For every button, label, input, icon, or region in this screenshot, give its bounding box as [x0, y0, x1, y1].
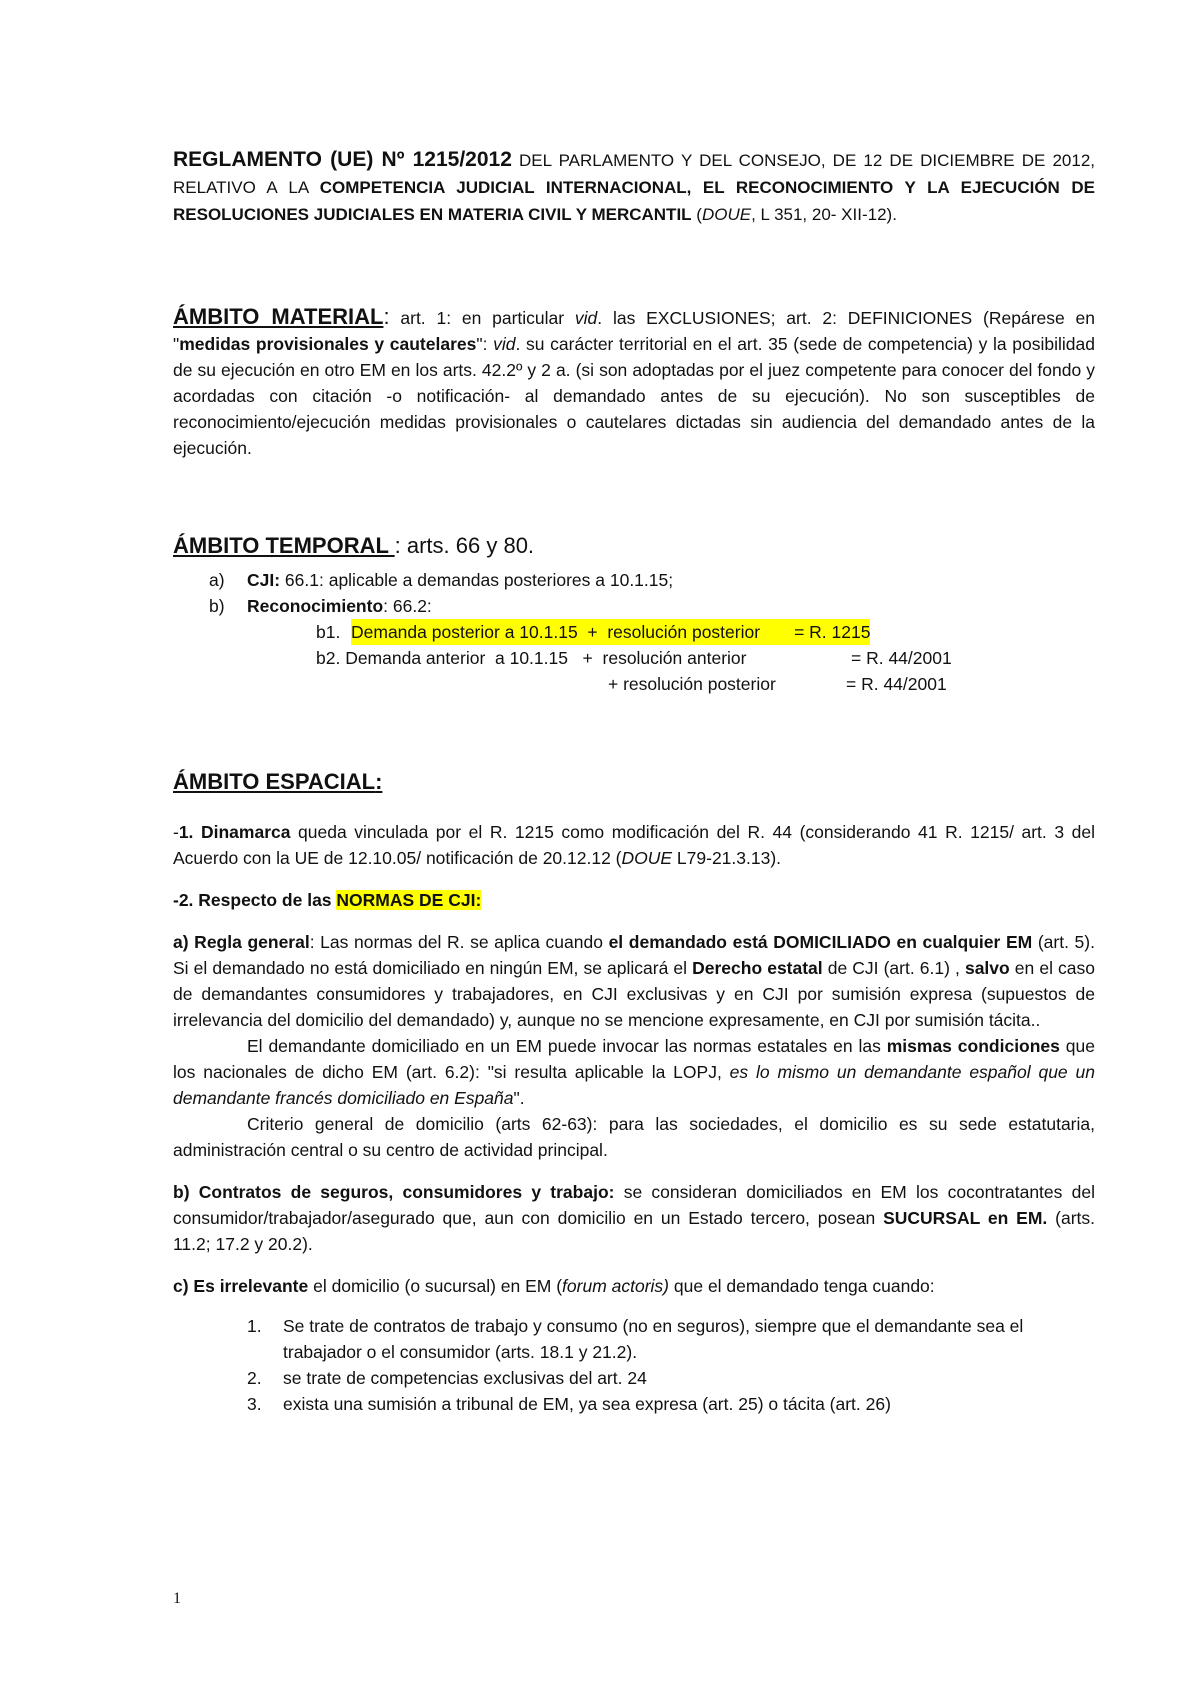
- list-item: 1. Se trate de contratos de trabajo y consumo (no en seguros), siempre que el demandante sea el trabajador o el consumidor (arts. 18.1 y 21.2).: [247, 1316, 1024, 1362]
- reconocimiento-row-b3: + resolución posterior = R. 44/2001: [608, 674, 947, 694]
- contratos-paragraph: b) Contratos de seguros, consumidores y trabajo: se consideran domiciliados en EM los cocontratantes del consumidor/trabajador/asegurado que, aun con domicilio en un Estado tercero, posean SUCURSAL en EM. (arts. 11.2; 17.2 y 20.2).: [173, 1182, 1095, 1254]
- demandante-paragraph: El demandante domiciliado en un EM puede invocar las normas estatales en las mismas condiciones que los nacionales de dicho EM (art. 6.2): "si resulta aplicable la LOPJ, es lo mismo un demandante español que un demandante francés domiciliado en España".: [173, 1036, 1095, 1108]
- normas-cji-heading: -2. Respecto de las NORMAS DE CJI:: [173, 890, 482, 910]
- ambito-espacial-heading: ÁMBITO ESPACIAL:: [173, 769, 383, 794]
- dinamarca-paragraph: -1. Dinamarca queda vinculada por el R. 1215 como modificación del R. 44 (considerando 41 R. 1215/ art. 3 del Acuerdo con la UE de 12.10.05/ notificación de 20.12.12 (DOUE L79-21.3.13).: [173, 822, 1095, 868]
- regulation-number: REGLAMENTO (UE) Nº 1215/2012: [173, 148, 512, 171]
- reconocimiento-row-b1: b1. Demanda posterior a 10.1.15 + resolución posterior = R. 1215: [173, 619, 1095, 645]
- list-item: 3. exista una sumisión a tribunal de EM, ya sea expresa (art. 25) o tácita (art. 26): [247, 1394, 891, 1414]
- criterio-domicilio-paragraph: Criterio general de domicilio (arts 62-63): para las sociedades, el domicilio es su sede estatutaria, administración central o su centro de actividad principal.: [173, 1114, 1095, 1160]
- ambito-material-paragraph: ÁMBITO MATERIAL: art. 1: en particular vid. las EXCLUSIONES; art. 2: DEFINICIONES (Repárese en "medidas provisionales y cautelares": vid. su carácter territorial en el art. 35 (sede de competencia) y la posibilidad de su ejecución en otro EM en los arts. 42.2º y 2 a. (si son adoptadas por el juez competente para conocer del fondo y acordadas con citación -o notificación- al demandado antes de su ejecución). No son susceptibles de reconocimiento/ejecución medidas provisionales o cautelares dictadas sin audiencia del demandado antes de la ejecución.: [173, 304, 1096, 458]
- ambito-material-heading: ÁMBITO MATERIAL: [173, 304, 384, 329]
- list-item: 2. se trate de competencias exclusivas del art. 24: [247, 1368, 647, 1388]
- highlighted-text: Demanda posterior a 10.1.15 + resolución posterior = R. 1215: [351, 619, 870, 645]
- temporal-list: [173, 567, 1095, 619]
- highlighted-text: NORMAS DE CJI:: [336, 890, 482, 910]
- reconocimiento-row-b2: b2. Demanda anterior a 10.1.15 + resolución anterior = R. 44/2001: [316, 648, 952, 668]
- regla-general-paragraph: a) Regla general: Las normas del R. se aplica cuando el demandado está DOMICILIADO en cualquier EM (art. 5). Si el demandado no está domiciliado en ningún EM, se aplicará el Derecho estatal de CJI (art. 6.1) , salvo en el caso de demandantes consumidores y trabajadores, en CJI exclusivas y en CJI por sumisión expresa (supuestos de irrelevancia del domicilio del demandado) y, aunque no se mencione expresamente, en CJI por sumisión tácita..: [173, 932, 1095, 1030]
- document-title: REGLAMENTO (UE) Nº 1215/2012 DEL PARLAMENTO Y DEL CONSEJO, DE 12 DE DICIEMBRE DE 2012, RELATIVO A LA COMPETENCIA JUDICIAL INTERNACIONAL, EL RECONOCIMIENTO Y LA EJECUCIÓN DE RESOLUCIONES JUDICIALES EN MATERIA CIVIL Y MERCANTIL (DOUE, L 351, 20- XII-12).: [173, 148, 1096, 224]
- irrelevante-list: [173, 1313, 1095, 1417]
- document-page: [173, 146, 1095, 1417]
- page-number: 1: [173, 1590, 181, 1607]
- list-item: a) CJI: 66.1: aplicable a demandas posteriores a 10.1.15;: [209, 570, 674, 590]
- irrelevante-paragraph: c) Es irrelevante el domicilio (o sucursal) en EM (forum actoris) que el demandado tenga cuando:: [173, 1276, 935, 1296]
- ambito-temporal-heading: ÁMBITO TEMPORAL : arts. 66 y 80.: [173, 533, 535, 558]
- list-item: b) Reconocimiento: 66.2:: [209, 596, 432, 616]
